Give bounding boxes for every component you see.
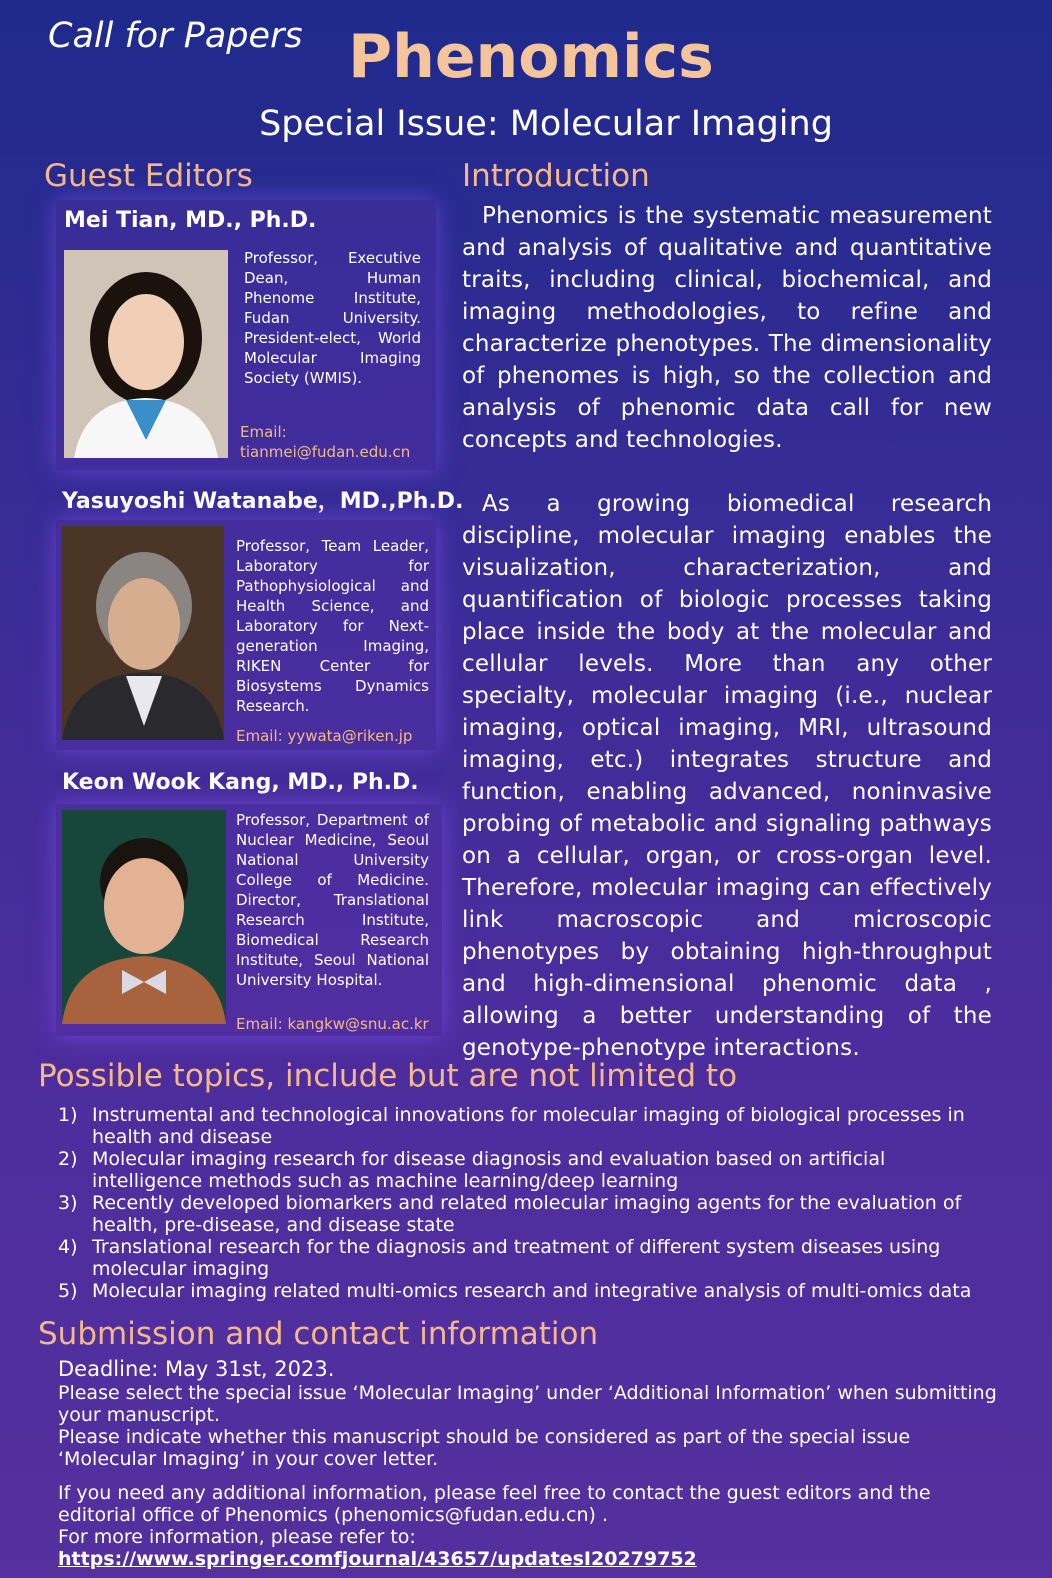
topic-number: 2) <box>58 1148 78 1170</box>
editor-bio: Professor, Executive Dean, Human Phenome Institute, Fudan University. President-elect, World Molecular Imaging Society (WMIS). <box>244 249 421 387</box>
topic-number: 5) <box>58 1280 78 1302</box>
topic-number: 4) <box>58 1236 78 1258</box>
list-item <box>58 1280 998 1302</box>
editor-name: Yasuyoshi Watanabe，MD.,Ph.D. <box>62 489 464 514</box>
topic-text: Molecular imaging research for disease diagnosis and evaluation based on artificial intelligence methods such as machine learning/deep learning <box>92 1148 886 1192</box>
topic-number: 3) <box>58 1192 78 1214</box>
submission-body <box>58 1356 998 1570</box>
editor-name: Keon Wook Kang, MD., Ph.D. <box>62 770 419 795</box>
list-item <box>58 1104 998 1148</box>
editor-email[interactable]: yywata@riken.jp <box>287 727 413 745</box>
guest-editors-heading: Guest Editors <box>44 158 253 194</box>
introduction-heading: Introduction <box>462 158 650 194</box>
topics-heading: Possible topics, include but are not limited to <box>38 1058 738 1094</box>
submission-instruction: Please select the special issue ‘Molecular Imaging’ under ‘Additional Information’ when submitting your manuscript. <box>58 1382 997 1426</box>
editor-email-label: Email: <box>236 727 283 745</box>
editor-bio: Professor, Department of Nuclear Medicine, Seoul National University College of Medicine. Director, Translational Research Institute, Biomedical Research Institute, Seoul National University Hospital. <box>236 811 429 989</box>
list-item <box>58 1148 998 1192</box>
topic-text: Molecular imaging related multi-omics research and integrative analysis of multi-omics data <box>92 1280 972 1302</box>
editor-photo <box>64 250 228 458</box>
springer-link[interactable]: https://www.springer.comfjournal/43657/updatesI20279752 <box>58 1548 697 1570</box>
contact-info: If you need any additional information, please feel free to contact the guest editors and the editorial office of Phenomics (phenomics@fudan.edu.cn) . <box>58 1482 931 1526</box>
topic-text: Translational research for the diagnosis and treatment of different system diseases using molecular imaging <box>92 1236 941 1280</box>
submission-heading: Submission and contact information <box>38 1316 599 1352</box>
topic-text: Instrumental and technological innovations for molecular imaging of biological processes in health and disease <box>92 1104 965 1148</box>
editor-photo <box>62 526 224 740</box>
introduction-body <box>462 200 992 1064</box>
editor-email-label: Email: <box>240 423 287 441</box>
introduction-paragraph: As a growing biomedical research discipline, molecular imaging enables the visualization, characterization, and quantification of biologic processes taking place inside the body at the molecular and cellular levels. More than any other specialty, molecular imaging (i.e., nuclear imaging, optical imaging, MRI, ultrasound imaging, etc.) integrates structure and function, enabling advanced, noninvasive probing of metabolic and signaling pathways on a cellular, organ, or cross-organ level. Therefore, molecular imaging can effectively link macroscopic and microscopic phenotypes by obtaining high-throughput and high-dimensional phenomic data , allowing a better understanding of the genotype-phenotype interactions. <box>462 491 992 1061</box>
topic-text: Recently developed biomarkers and related molecular imaging agents for the evaluation of health, pre-disease, and disease state <box>92 1192 962 1236</box>
deadline: Deadline: May 31st, 2023. <box>58 1357 335 1381</box>
editor-card <box>56 520 436 750</box>
editor-email-block <box>236 1014 429 1034</box>
editor-email[interactable]: tianmei@fudan.edu.cn <box>240 443 411 461</box>
editor-card <box>56 200 436 470</box>
list-item <box>58 1236 998 1280</box>
more-info <box>58 1526 998 1570</box>
editor-name: Mei Tian, MD., Ph.D. <box>64 208 317 233</box>
call-for-papers-label: Call for Papers <box>48 16 303 56</box>
topics-list <box>58 1104 998 1302</box>
editor-email-label: Email: <box>236 1015 283 1033</box>
topic-number: 1) <box>58 1104 78 1126</box>
editor-email-block <box>236 726 412 746</box>
editor-email[interactable]: kangkw@snu.ac.kr <box>287 1015 429 1033</box>
introduction-paragraph: Phenomics is the systematic measurement and analysis of qualitative and quantitative traits, including clinical, biochemical, and imaging methodologies, to refine and characterize phenotypes. The dimensionality of phenomes is high, so the collection and analysis of phenomic data call for new concepts and technologies. <box>462 203 992 453</box>
editor-photo <box>62 810 226 1024</box>
editor-bio: Professor, Team Leader, Laboratory for Pathophysiological and Health Science, and Laboratory for Next-generation Imaging, RIKEN Center for Biosystems Dynamics Research. <box>236 537 429 715</box>
journal-title: Phenomics <box>348 22 714 92</box>
more-info-label: For more information, please refer to: <box>58 1526 416 1548</box>
submission-instruction: Please indicate whether this manuscript should be considered as part of the special issue ‘Molecular Imaging’ in your cover letter. <box>58 1426 911 1470</box>
special-issue-title: Special Issue: Molecular Imaging <box>259 104 833 144</box>
editor-card <box>56 804 442 1036</box>
list-item <box>58 1192 998 1236</box>
